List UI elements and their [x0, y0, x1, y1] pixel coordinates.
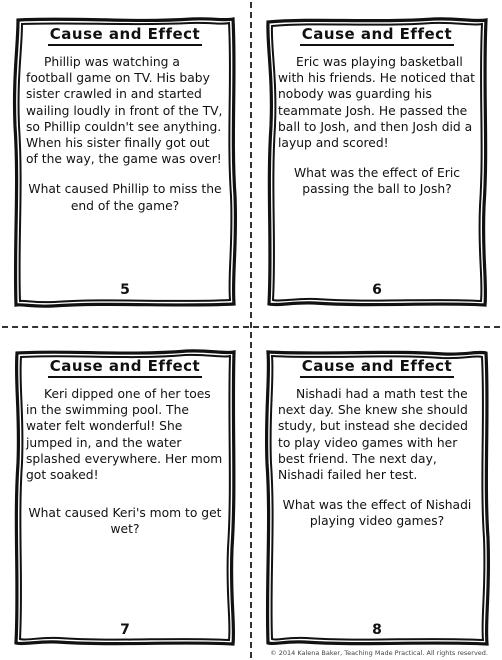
card-title: Cause and Effect — [48, 358, 202, 378]
task-card-8 — [264, 348, 490, 648]
card-number: 7 — [120, 622, 130, 638]
question-text: What caused Keri's mom to get wet? — [28, 506, 222, 537]
card-title: Cause and Effect — [48, 26, 202, 46]
question-text: What was the effect of Eric passing the ball to Josh? — [293, 166, 461, 197]
card-number: 6 — [372, 282, 382, 298]
horizontal-cut-line — [2, 326, 500, 328]
task-card-7 — [12, 348, 238, 648]
card-title: Cause and Effect — [300, 26, 454, 46]
story-text: Phillip was watching a football game on TV. His baby sister crawled in and started wailing loudly in front of the TV, so Phillip couldn't see anything. When his sister finally got out of the way, the game was over! — [26, 55, 223, 167]
vertical-cut-line — [250, 2, 252, 658]
question-text: What caused Phillip to miss the end of the game? — [28, 182, 222, 213]
copyright-notice: © 2014 Kalena Baker, Teaching Made Practical. All rights reserved. — [270, 649, 488, 657]
question-text: What was the effect of Nishadi playing video games? — [282, 498, 472, 529]
story-text: Nishadi had a math test the next day. She knew she should study, but instead she decided to play video games with her best friend. The next day, Nishadi failed her test. — [278, 387, 468, 483]
card-title: Cause and Effect — [300, 358, 454, 378]
card-number: 5 — [120, 282, 130, 298]
story-text: Keri dipped one of her toes in the swimming pool. The water felt wonderful! She jumped in, and the water splashed everywhere. Her mom got soaked! — [26, 387, 223, 483]
task-card-6 — [264, 16, 490, 308]
story-text: Eric was playing basketball with his friends. He noticed that nobody was guarding his teammate Josh. He passed the ball to Josh, and then Josh did a layup and scored! — [278, 55, 476, 151]
card-number: 8 — [372, 622, 382, 638]
task-card-5 — [12, 16, 238, 308]
